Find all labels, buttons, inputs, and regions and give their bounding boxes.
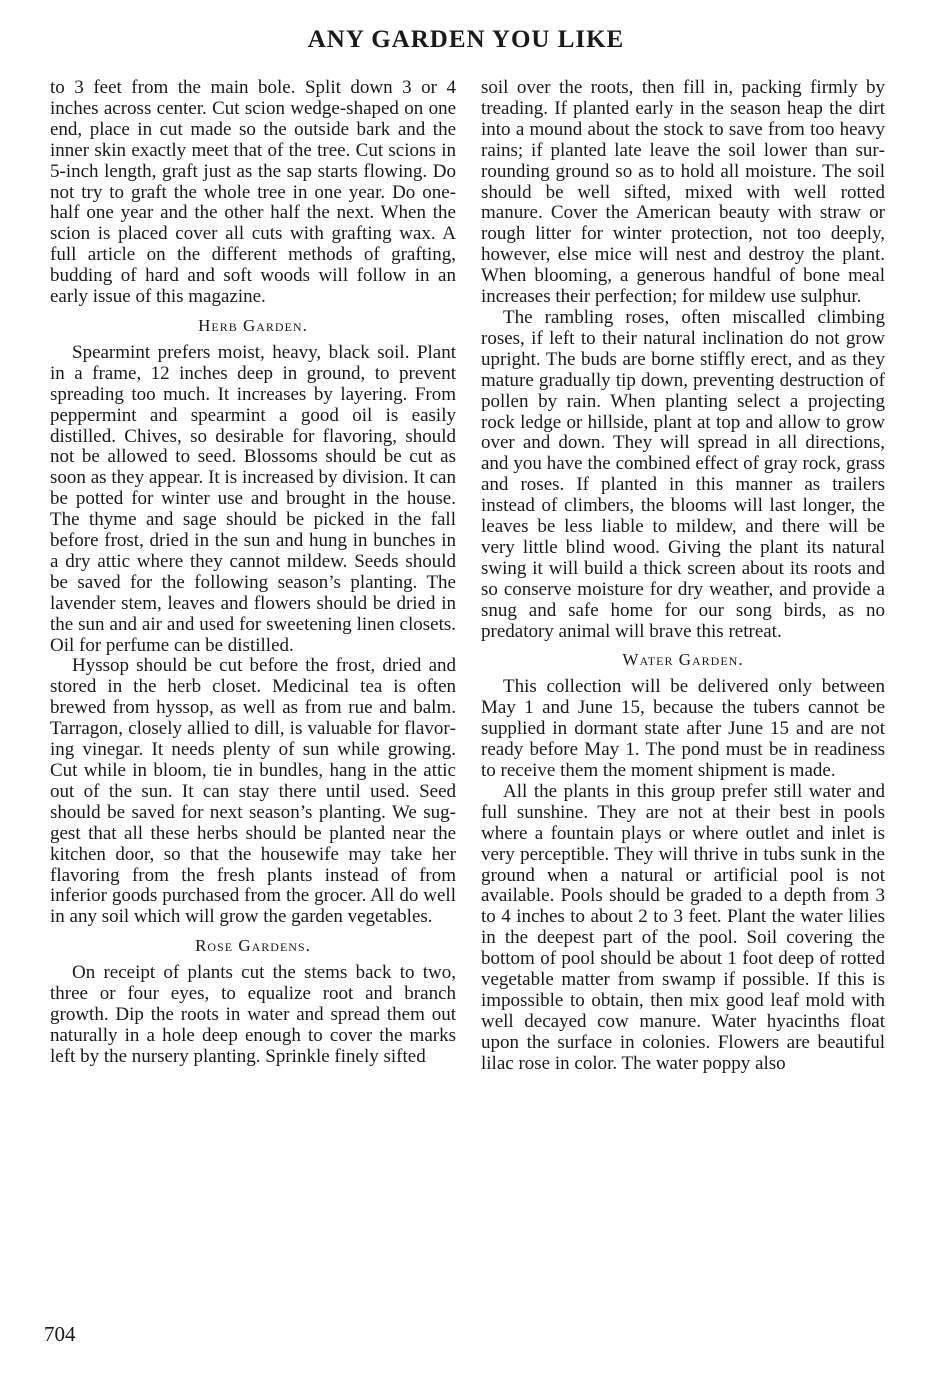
water-paragraph-1: This collection will be delivered only between May 1 and June 15, because the tubers cannot be supplied in dormant state after June 15 and are not ready before May 1. The pond must be in readiness to receive them the moment shipment is made. <box>481 676 885 781</box>
right-column <box>481 78 885 1075</box>
page-number: 704 <box>44 1322 76 1346</box>
grafting-paragraph: to 3 feet from the main bole. Split down 3 or 4 inches across center. Cut scion wedge-shaped on one end, place in cut made so the outside bark and the inner skin exactly meet that of the tree. Cut scions in 5-inch length, graft just as the sap starts flowing. Do not try to graft the whole tree in one year. Do one-half one year and the other half the next. When the scion is placed cover all cuts with grafting wax. A full article on the different methods of grafting, budding of hard and soft woods will follow in an early issue of this magazine. <box>50 77 456 308</box>
water-paragraph-2: All the plants in this group prefer still water and full sunshine. They are not at their best in pools where a fountain plays or where outlet and inlet is very perceptible. They will thrive in tubs sunk in the ground when a natural or artificial pool is not available. Pools should be graded to a depth from 3 to 4 inches to about 2 to 3 feet. Plant the water lilies in the deepest part of the pool. Soil covering the bottom of pool should be about 1 foot deep of rotted vegetable matter from swamp if possible. If this is impossible to obtain, then mix good leaf mold with well decayed cow manure. Water hyacinths float upon the surface in colonies. Flowers are beautiful lilac rose in color. The water poppy also <box>481 780 885 1074</box>
herb-paragraph-1: Spearmint prefers moist, heavy, black soil. Plant in a frame, 12 inches deep in ground, to prevent spreading too much. It increases by layering. From peppermint and spearmint a good oil is easily distilled. Chives, so desirable for flavoring, should not be allowed to seed. Blossoms should be cut as soon as they appear. It is increased by division. It can be potted for winter use and brought in the house. The thyme and sage should be picked in the fall before frost, dried in the sun and hung in bunches in a dry attic where they cannot mildew. Seeds should be saved for the following season’s planting. The lavender stem, leaves and flowers should be dried in the sun and air and used for sweetening linen closets. Oil for perfume can be distilled. <box>50 341 456 656</box>
rose-paragraph-1-continued: soil over the roots, then fill in, packing firmly by treading. If planted early in the season heap the dirt into a mound about the stock to save from too heavy rains; if planted late leave the soil lower than surrounding ground so as to hold all moisture. The soil should be well sifted, mixed with well rotted manure. Cover the American beauty with straw or rough litter for winter protection, not too deeply, however, else mice will nest and destroy the plant. When blooming, a generous handful of bone meal increases their perfection; for mildew use sulphur. <box>481 77 885 308</box>
left-column <box>50 78 456 1068</box>
rose-paragraph-1: On receipt of plants cut the stems back to two, three or four eyes, to equalize root and branch growth. Dip the roots in water and spread them out naturally in a hole deep enough to cover the marks left by the nursery planting. Sprinkle finely sifted <box>50 962 456 1067</box>
page-title: ANY GARDEN YOU LIKE <box>307 26 625 53</box>
herb-paragraph-2: Hyssop should be cut before the frost, dried and stored in the herb closet. Medicinal tea is often brewed from hyssop, as well as from rue and balm. Tarragon, closely allied to dill, is valuable for flavoring vinegar. It needs plenty of sun while growing. Cut while in bloom, tie in bundles, hang in the attic out of the sun. It can stay there until used. Seed should be saved for next season’s planting. We suggest that all these herbs should be planted near the kitchen door, so that the housewife may take her flavoring from the fresh plants instead of from inferior goods purchased from the grocer. All do well in any soil which will grow the garden vegetables. <box>50 655 456 928</box>
herb-garden-heading: Herb Garden. <box>198 315 308 335</box>
rose-gardens-heading: Rose Gardens. <box>195 936 311 956</box>
rose-paragraph-2: The rambling roses, often miscalled climbing roses, if left to their natural inclination do not grow upright. The buds are borne stiffly erect, and as they mature gradually tip down, preventing destruction of pollen by rain. When planting select a projecting rock ledge or hillside, plant at top and allow to grow over and down. They will spread in all directions, and you have the combined effect of gray rock, grass and roses. If planted in this manner as trailers instead of climbers, the blooms will last longer, the leaves be less liable to mildew, and there will be very little blind wood. Giving the plant its natural swing it will build a thick screen about its roots and so conserve moisture for dry weather, and provide a snug and safe home for our song birds, as no predatory animal will brave this retreat. <box>481 306 885 642</box>
water-garden-heading: Water Garden. <box>622 650 744 670</box>
